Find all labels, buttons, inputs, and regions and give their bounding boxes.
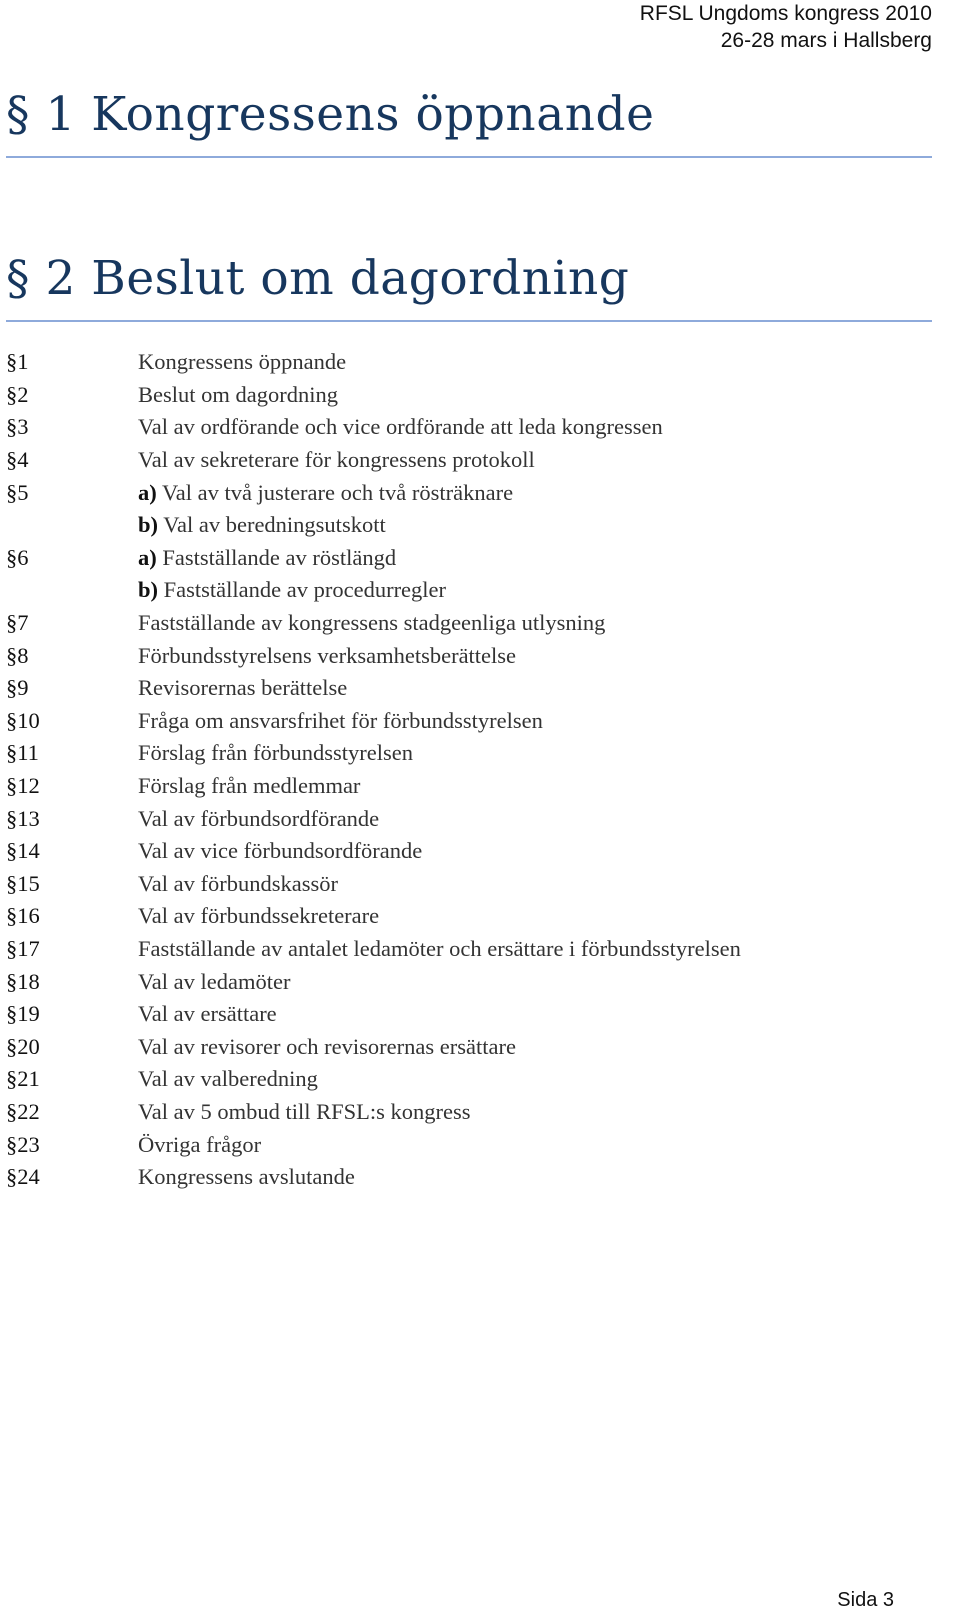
agenda-item-text <box>138 512 386 538</box>
agenda-item <box>6 346 906 379</box>
agenda-item-number: §10 <box>6 707 40 733</box>
agenda-item <box>6 476 906 509</box>
agenda-item-label: Förbundsstyrelsens verksamhetsberättelse <box>138 642 517 668</box>
section-heading-2: § 2 Beslut om dagordning <box>6 248 932 322</box>
agenda-item-text <box>138 382 338 408</box>
agenda-item-text <box>138 545 396 571</box>
agenda-item-label: Val av förbundssekreterare <box>138 903 380 929</box>
agenda-item-label: Fastställande av procedurregler <box>163 577 447 603</box>
agenda-item <box>6 672 906 705</box>
agenda-item <box>6 574 906 607</box>
agenda-item <box>6 1030 906 1063</box>
agenda-item <box>6 835 906 868</box>
agenda-item-label: Val av ledamöter <box>138 968 291 994</box>
agenda-item <box>6 379 906 412</box>
agenda-item-text <box>138 577 446 603</box>
agenda-item-label: Revisorernas berättelse <box>138 675 348 701</box>
agenda-item-text <box>138 1099 471 1125</box>
agenda-item <box>6 933 906 966</box>
agenda-item <box>6 802 906 835</box>
agenda-item <box>6 705 906 738</box>
agenda-item-label: Fastställande av antalet ledamöter och ersättare i förbundsstyrelsen <box>138 935 741 961</box>
agenda-item-label: Val av revisorer och revisorernas ersättare <box>138 1033 516 1059</box>
agenda-item-text <box>138 447 535 473</box>
agenda-item-label: Beslut om dagordning <box>138 381 338 407</box>
agenda-item-label: Val av ordförande och vice ordförande att leda kongressen <box>138 414 663 440</box>
agenda-item-label: Val av förbundsordförande <box>138 805 380 831</box>
agenda-item-text <box>138 773 360 799</box>
agenda-item-text <box>138 969 290 995</box>
agenda-item <box>6 1161 906 1194</box>
agenda-item-number: §3 <box>6 414 29 440</box>
agenda-item <box>6 1096 906 1129</box>
section-heading-1: § 1 Kongressens öppnande <box>6 84 932 158</box>
agenda-item <box>6 509 906 542</box>
agenda-item-label: Förslag från förbundsstyrelsen <box>138 740 413 766</box>
agenda-item-sub-letter: a) <box>138 544 157 570</box>
agenda-item <box>6 542 906 575</box>
agenda-item-label: Fastställande av röstlängd <box>162 544 397 570</box>
agenda-item-sub-letter: b) <box>138 512 159 538</box>
agenda-item-text <box>138 806 379 832</box>
agenda-item-label: Förslag från medlemmar <box>138 773 361 799</box>
agenda-item-label: Fastställande av kongressens stadgeenliga utlysning <box>138 610 606 636</box>
agenda-item-number: §6 <box>6 544 29 570</box>
agenda-item <box>6 1128 906 1161</box>
agenda-item <box>6 411 906 444</box>
agenda-item-text <box>138 610 605 636</box>
agenda-item-number: §7 <box>6 610 29 636</box>
agenda-item-text <box>138 643 516 669</box>
agenda-item-label: Övriga frågor <box>138 1131 262 1157</box>
agenda-item-number: §5 <box>6 479 29 505</box>
agenda-item-text <box>138 349 346 375</box>
page-number: Sida 3 <box>837 1589 894 1611</box>
agenda-item-text <box>138 480 513 506</box>
agenda-item-text <box>138 903 379 929</box>
agenda-list <box>6 346 906 1193</box>
agenda-item-number: §20 <box>6 1033 40 1059</box>
agenda-item-number: §11 <box>6 740 39 766</box>
agenda-item-label: Val av ersättare <box>138 1001 277 1027</box>
header-event-title: RFSL Ungdoms kongress 2010 <box>639 2 932 25</box>
agenda-item-text <box>138 1132 261 1158</box>
agenda-item-text <box>138 1164 355 1190</box>
agenda-item <box>6 444 906 477</box>
agenda-item-number: §4 <box>6 447 29 473</box>
agenda-item-label: Val av beredningsutskott <box>163 512 386 538</box>
agenda-item <box>6 607 906 640</box>
agenda-item <box>6 639 906 672</box>
agenda-item <box>6 770 906 803</box>
agenda-item <box>6 1063 906 1096</box>
agenda-item-sub-letter: b) <box>138 577 159 603</box>
agenda-item <box>6 737 906 770</box>
page-header <box>640 0 932 54</box>
agenda-item-number: §18 <box>6 968 40 994</box>
agenda-item-text <box>138 740 413 766</box>
agenda-item-label: Val av vice förbundsordförande <box>138 838 423 864</box>
agenda-item-text <box>138 675 347 701</box>
agenda-item-text <box>138 871 338 897</box>
agenda-item-number: §12 <box>6 773 40 799</box>
agenda-item-text <box>138 838 422 864</box>
agenda-item-sub-letter: a) <box>138 479 157 505</box>
agenda-item-label: Val av valberedning <box>138 1066 318 1092</box>
agenda-item-label: Fråga om ansvarsfrihet för förbundsstyrelsen <box>138 707 543 733</box>
agenda-item-text <box>138 1001 277 1027</box>
agenda-item-number: §8 <box>6 642 29 668</box>
agenda-item-number: §9 <box>6 675 29 701</box>
agenda-item-number: §19 <box>6 1001 40 1027</box>
header-event-date: 26-28 mars i Hallsberg <box>720 29 932 52</box>
agenda-item-label: Kongressens avslutande <box>138 1164 355 1190</box>
agenda-item-label: Val av förbundskassör <box>138 870 338 896</box>
agenda-item-number: §21 <box>6 1066 40 1092</box>
agenda-item-number: §17 <box>6 935 40 961</box>
agenda-item <box>6 998 906 1031</box>
agenda-item-number: §24 <box>6 1164 40 1190</box>
agenda-item-label: Kongressens öppnande <box>138 349 347 375</box>
agenda-item-number: §2 <box>6 381 29 407</box>
agenda-item-number: §15 <box>6 870 40 896</box>
agenda-item-number: §13 <box>6 805 40 831</box>
agenda-item-text <box>138 1034 516 1060</box>
agenda-item <box>6 900 906 933</box>
agenda-item-label: Val av 5 ombud till RFSL:s kongress <box>138 1098 471 1124</box>
agenda-item-number: §14 <box>6 838 40 864</box>
agenda-item-number: §1 <box>6 349 29 375</box>
agenda-item-text <box>138 1066 318 1092</box>
agenda-item-label: Val av två justerare och två rösträknare <box>161 479 514 505</box>
agenda-item-text <box>138 708 543 734</box>
agenda-item-number: §22 <box>6 1098 40 1124</box>
agenda-item-number: §23 <box>6 1131 40 1157</box>
agenda-item <box>6 965 906 998</box>
agenda-item-label: Val av sekreterare för kongressens protokoll <box>138 447 535 473</box>
agenda-item-number: §16 <box>6 903 40 929</box>
agenda-item-text <box>138 936 741 962</box>
agenda-item-text <box>138 414 663 440</box>
agenda-item <box>6 868 906 901</box>
